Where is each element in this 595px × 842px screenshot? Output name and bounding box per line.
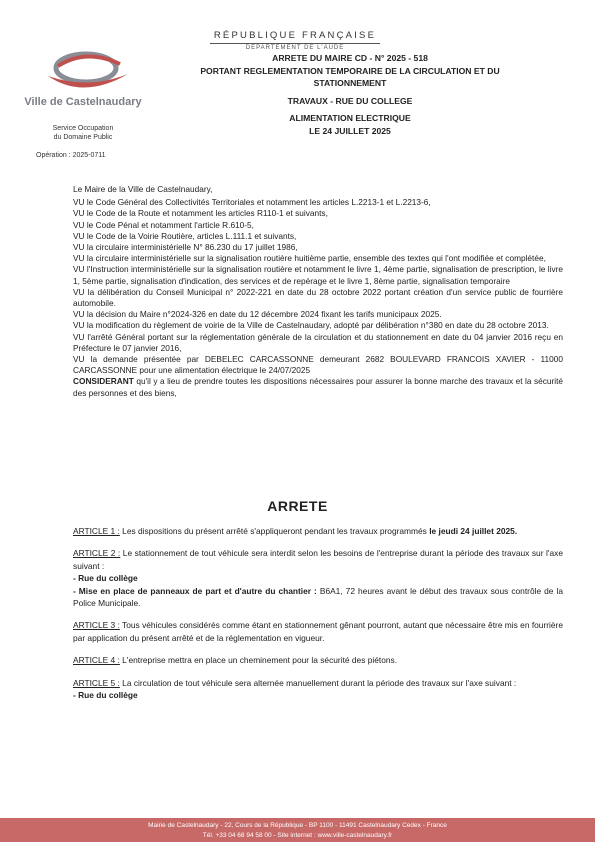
- decree-number: ARRETE DU MAIRE CD - N° 2025 - 518: [272, 53, 428, 63]
- preamble-line: VU le Code de la Route et notamment les articles R110-1 et suivants,: [73, 208, 328, 219]
- decree-title-block: [160, 52, 540, 137]
- service-label: [18, 125, 148, 142]
- preamble-line: VU l'arrêté Général portant sur la réglementation générale de la circulation et du stationnement en date du 04 janvier 2016 reçu en Préfecture le 07 janvier 2016,: [73, 331, 563, 353]
- article-5-item-1: - Rue du collège: [73, 690, 138, 701]
- article-4-title: ARTICLE 4 :: [73, 655, 120, 666]
- city-name: Ville de Castelnaudary: [24, 96, 142, 108]
- article-5-text: La circulation de tout véhicule sera alternée manuellement durant la période des travaux sur l'axe suivant :: [119, 677, 517, 688]
- article-2: [73, 547, 563, 609]
- page-footer: [0, 818, 595, 842]
- article-2-title: ARTICLE 2 :: [73, 548, 121, 559]
- republic-title: RÉPUBLIQUE FRANÇAISE: [213, 30, 377, 41]
- header-divider: [210, 43, 380, 44]
- article-3-text: Tous véhicules considérés comme étant en stationnement gênant pourront, autant que nécessaire être mis en fourrière par application du présent arrêté et de la réglementation en vigueur.: [73, 620, 564, 643]
- decree-works-type: ALIMENTATION ELECTRIQUE: [289, 113, 411, 123]
- article-5-title: ARTICLE 5 :: [73, 677, 120, 688]
- preamble-line: VU le Code Général des Collectivités Territoriales et notamment les articles L.2213-1 et L.2213-6,: [73, 197, 431, 208]
- service-line-1: Service Occupation: [52, 125, 114, 132]
- article-2-text: Le stationnement de tout véhicule sera interdit selon les besoins de l'entreprise durant la période des travaux sur l'axe suivant :: [73, 548, 563, 571]
- decree-works: TRAVAUX - RUE DU COLLEGE: [287, 95, 413, 106]
- considerant-label: CONSIDERANT: [73, 376, 134, 387]
- considerant-text: qu'il y a lieu de prendre toutes les dispositions nécessaires pour assurer la bonne marche des travaux et la sécurité des personnes et des biens,: [73, 376, 563, 398]
- preamble-intro: Le Maire de la Ville de Castelnaudary,: [73, 184, 213, 194]
- decree-date: LE 24 JUILLET 2025: [309, 125, 391, 136]
- service-line-2: du Domaine Public: [53, 133, 113, 141]
- department-label: DÉPARTEMENT DE L'AUDE: [245, 45, 345, 51]
- footer-address: Mairie de Castelnaudary - 22, Cours de la République - BP 1100 - 11491 Castelnaudary Cedex - France: [148, 822, 447, 829]
- preamble-line: VU la demande présentée par DEBELEC CARCASSONNE demeurant 2682 BOULEVARD FRANCOIS XAVIER - 11000 CARCASSONNE pour une alimentation électrique le 24/07/2025: [73, 354, 563, 376]
- article-2-item-2-text: B6A1, 72 heures avant le début des travaux sous contrôle de la Police Municipale.: [73, 585, 563, 609]
- article-3: [73, 619, 563, 644]
- preamble-line: VU le Code Pénal et notamment l'article R.610-5,: [73, 219, 254, 230]
- preamble-line: VU la modification du règlement de voirie de la Ville de Castelnaudary, adopté par délibération n°380 en date du 28 octobre 2013.: [73, 320, 549, 331]
- preamble-line: VU le Code de la Voirie Routière, articles L.111.1 et suivants,: [73, 230, 297, 241]
- arrete-heading: ARRETE: [267, 498, 328, 514]
- footer-contact: Tél. +33 04 68 94 58 00 - Site internet : www.ville-castelnaudary.fr: [202, 831, 393, 839]
- preamble-line: VU la circulaire interministérielle N° 86.230 du 17 juillet 1986,: [73, 242, 298, 253]
- article-1: [73, 525, 563, 537]
- preamble: [73, 184, 563, 399]
- article-1-text: Les dispositions du présent arrêté s'appliqueront pendant les travaux programmés: [119, 526, 430, 536]
- operation-number: Opération : 2025-0711: [36, 152, 106, 159]
- preamble-line: VU la délibération du Conseil Municipal n° 2022-221 en date du 28 octobre 2022 portant création d'un service public de fourrière automobile.: [73, 286, 563, 309]
- article-1-date: le jeudi 24 juillet 2025.: [429, 526, 518, 536]
- considerant: [73, 376, 563, 398]
- article-2-item-2-label: - Mise en place de panneaux de part et d'autre du chantier :: [73, 585, 317, 596]
- article-3-title: ARTICLE 3 :: [73, 620, 120, 631]
- preamble-line: VU la décision du Maire n°2024-326 en date du 12 décembre 2024 fixant les tarifs municipaux 2025.: [73, 309, 442, 320]
- preamble-line: VU la circulaire interministérielle sur la signalisation routière huitième partie, ensemble des textes qui l'ont modifiée et complétée,: [73, 253, 546, 264]
- article-4: [73, 654, 563, 666]
- article-4-text: L'entreprise mettra en place un cheminement pour la sécurité des piétons.: [119, 655, 398, 666]
- article-2-item-1: - Rue du collège: [73, 573, 138, 584]
- articles: [73, 525, 563, 711]
- decree-subject-2: STATIONNEMENT: [313, 78, 387, 88]
- article-1-title: ARTICLE 1 :: [73, 526, 120, 536]
- article-5: [73, 677, 563, 702]
- preamble-line: VU l'Instruction interministérielle sur la signalisation routière et notamment le livre 1, 4ème partie, signalisation de prescription, le livre 1, 5ème partie, signalisation d'indication, des services et de repérage et le livre 1, 8ème partie, signalisation temporaire: [73, 264, 563, 286]
- decree-subject-1: PORTANT REGLEMENTATION TEMPORAIRE DE LA CIRCULATION ET DU: [200, 65, 500, 76]
- header-republic: [190, 30, 400, 51]
